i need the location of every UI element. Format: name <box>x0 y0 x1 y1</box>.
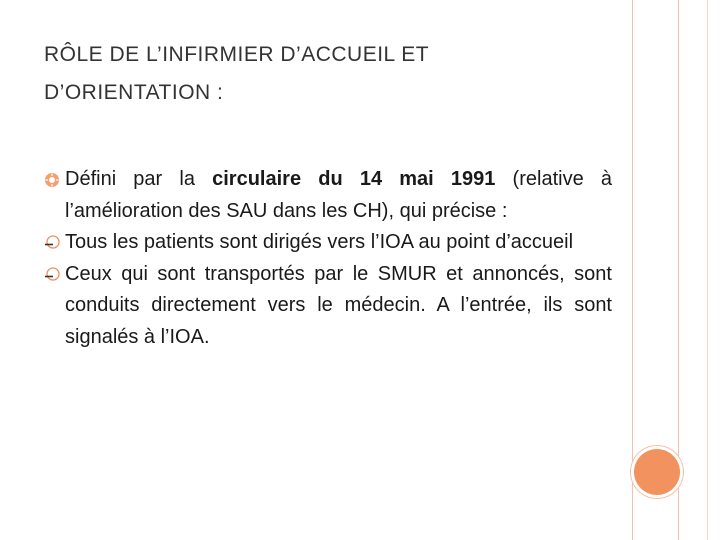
title-line-1: RÔLE DE L’INFIRMIER D’ACCUEIL ET <box>44 43 430 66</box>
dash-circle-bullet-icon <box>44 267 60 283</box>
content-list <box>44 164 612 353</box>
border-line <box>707 0 708 540</box>
sun-flower-bullet-icon <box>44 172 60 188</box>
title-line-2: D’ORIENTATION : <box>44 81 224 104</box>
decorative-border <box>626 0 686 540</box>
dash-circle-bullet-icon <box>44 235 60 251</box>
border-line <box>678 0 679 540</box>
item-text: Défini par la circulaire du 14 mai 1991 (relative à l’amélioration des SAU dans les CH), qui précise : <box>65 168 612 222</box>
decorative-circle-icon <box>634 449 680 495</box>
item-text: Tous les patients sont dirigés vers l’IOA au point d’accueil <box>65 231 574 253</box>
item-text: Ceux qui sont transportés par le SMUR et annoncés, sont conduits directement vers le médecin. A l’entrée, ils sont signalés à l’IOA. <box>65 262 612 348</box>
list-item <box>44 164 612 227</box>
circulaire-reference: circulaire du 14 mai 1991 <box>212 168 496 190</box>
border-line <box>632 0 633 540</box>
list-item <box>44 227 612 259</box>
list-item <box>44 259 612 354</box>
slide-title <box>44 36 584 112</box>
